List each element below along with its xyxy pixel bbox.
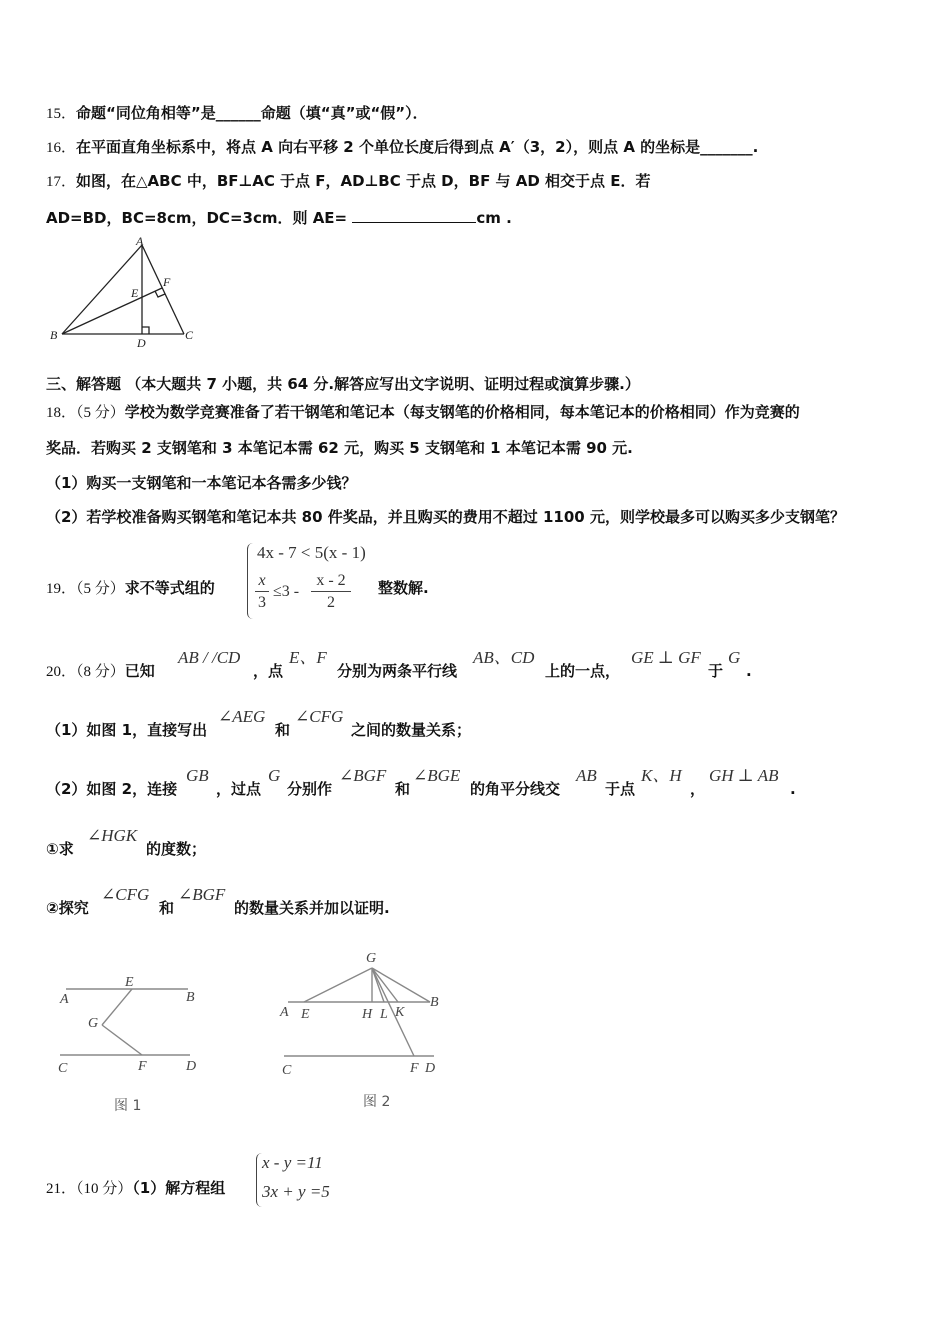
- fig2-label-b: B: [430, 995, 439, 1010]
- question-20-part2-c: 的数量关系并加以证明.: [234, 899, 390, 917]
- question-17-text: 如图，在△ABC 中，BF⊥AC 于点 F，AD⊥BC 于点 D，BF 与 AD 相交于点 E．若: [76, 172, 651, 190]
- question-20-sub2-g: ，: [690, 780, 706, 798]
- math-ab: AB: [576, 766, 597, 785]
- question-17-number: 17．: [46, 174, 77, 190]
- question-20-sub2-d: 和: [395, 780, 411, 798]
- fig1-segment-eg: [102, 989, 132, 1025]
- question-20-sub1-c: 之间的数量关系；: [351, 721, 472, 739]
- question-20-t2: ，点: [253, 662, 284, 680]
- fig2-label-l: L: [380, 1007, 388, 1022]
- question-20-sub2-e: 的角平分线交: [470, 780, 561, 798]
- fig1-label-c: C: [58, 1061, 68, 1076]
- question-20-sub2-h: .: [790, 780, 796, 798]
- question-20-t5: 于: [708, 662, 724, 680]
- question-17-condition: AD=BD，BC=8cm，DC=3cm．则 AE=: [46, 209, 353, 227]
- question-16: [46, 137, 758, 158]
- math-g: G: [728, 648, 741, 667]
- fig1-label-e: E: [125, 975, 134, 990]
- question-20-sub1-b: 和: [275, 721, 291, 739]
- question-17-unit: cm .: [476, 209, 512, 227]
- question-18-line1: [46, 402, 800, 423]
- fraction-1-numerator: x: [258, 572, 266, 589]
- fig17-label-b: B: [50, 328, 58, 342]
- question-18-score: （5 分）: [76, 405, 125, 421]
- fig2-label-g: G: [366, 951, 377, 966]
- fig2-label-c: C: [282, 1063, 292, 1078]
- fig1-caption: 图 1: [114, 1098, 142, 1114]
- fraction-x-over-3: [255, 571, 269, 614]
- math-angle-bgf: ∠BGF: [339, 766, 387, 785]
- math-angle-bgf-2: ∠BGF: [178, 885, 226, 904]
- math-k-h: K、H: [641, 766, 682, 785]
- question-19-number: 19．: [46, 581, 77, 597]
- math-ge-perp-gf: GE ⊥ GF: [631, 648, 701, 667]
- math-point-g: G: [268, 766, 281, 785]
- answer-blank: [352, 208, 476, 223]
- question-21-prefix: [46, 1178, 225, 1199]
- question-18-line2: 奖品．若购买 2 支钢笔和 3 本笔记本需 62 元，购买 5 支钢笔和 1 本笔记本需 90 元.: [46, 439, 633, 457]
- math-ab-cd: AB、CD: [473, 648, 535, 667]
- question-19-text: 求不等式组的: [124, 579, 215, 597]
- fraction-x-minus-2-over-2: [311, 571, 351, 614]
- math-angle-aeg: ∠AEG: [218, 707, 266, 726]
- segment-ac: [142, 245, 184, 334]
- question-16-number: 16．: [46, 140, 77, 156]
- fig2-segment-gf: [372, 968, 414, 1056]
- fig17-label-f: F: [163, 275, 171, 289]
- math-angle-cfg-2: ∠CFG: [101, 885, 150, 904]
- question-18-number: 18．: [46, 405, 77, 421]
- inequality-system-brace: [247, 543, 254, 619]
- question-20-figure-1: [52, 968, 212, 1116]
- math-angle-cfg: ∠CFG: [295, 707, 344, 726]
- question-19-tail: 整数解.: [378, 579, 429, 597]
- fraction-2-denominator: 2: [327, 594, 335, 611]
- fig2-caption: 图 2: [363, 1094, 391, 1110]
- fig17-label-e: E: [131, 286, 139, 300]
- fig2-label-e: E: [301, 1007, 310, 1022]
- equation-2: 3x + y =5: [262, 1182, 330, 1201]
- math-ab-parallel-cd: AB / /CD: [178, 648, 241, 667]
- question-20-score: （8 分）: [76, 664, 125, 680]
- inequality-1: 4x - 7 < 5(x - 1): [257, 543, 366, 562]
- question-20-t1: 已知: [124, 662, 155, 680]
- segment-ab: [62, 245, 142, 334]
- question-15: [46, 103, 428, 124]
- question-20-sub2-a: （2）如图 2，连接: [46, 780, 178, 798]
- question-17-figure: [48, 236, 198, 348]
- question-20-part1-a: ①求: [46, 840, 74, 858]
- fig2-label-a: A: [280, 1005, 289, 1020]
- fig1-label-a: A: [60, 992, 69, 1007]
- question-19-prefix: [46, 578, 215, 599]
- fig2-segment-ge: [304, 968, 372, 1002]
- fig17-label-d: D: [137, 336, 146, 348]
- math-e-f: E、F: [289, 648, 327, 667]
- fig2-label-f: F: [410, 1061, 419, 1076]
- question-20-sub2-c: 分别作: [287, 780, 333, 798]
- question-21-score: （10 分）: [76, 1181, 133, 1197]
- question-21-number: 21．: [46, 1181, 77, 1197]
- fig2-label-h: H: [362, 1007, 373, 1022]
- equation-1: x - y =11: [262, 1153, 323, 1172]
- question-18-text: 学校为数学竞赛准备了若干钢笔和笔记本（每支钢笔的价格相同，每本笔记本的价格相同）作为竞赛的: [124, 403, 800, 421]
- fig1-label-b: B: [186, 990, 195, 1005]
- inequality-2-middle: ≤3 -: [273, 583, 300, 600]
- question-20-t6: .: [746, 662, 752, 680]
- question-20-part2-a: ②探究: [46, 899, 89, 917]
- math-gh-perp-ab: GH ⊥ AB: [709, 766, 779, 785]
- question-20-t3: 分别为两条平行线: [337, 662, 458, 680]
- question-20-part1-b: 的度数；: [146, 840, 207, 858]
- question-20-sub1-a: （1）如图 1，直接写出: [46, 721, 208, 739]
- fraction-1-denominator: 3: [258, 594, 266, 611]
- question-18-sub1: （1）购买一支钢笔和一本笔记本各需多少钱？: [46, 474, 357, 492]
- fig17-label-c: C: [185, 328, 194, 342]
- question-16-text: 在平面直角坐标系中，将点 A 向右平移 2 个单位长度后得到点 A′（3，2），则点 A 的坐标是_______.: [76, 138, 759, 156]
- question-15-number: 15．: [46, 106, 77, 122]
- question-21-text: （1）解方程组: [132, 1179, 226, 1197]
- question-20-sub2-b: ，过点: [216, 780, 262, 798]
- question-18-sub2: （2）若学校准备购买钢笔和笔记本共 80 件奖品，并且购买的费用不超过 1100 元，则学校最多可以购买多少支钢笔？: [46, 508, 845, 526]
- fig1-segment-gf: [102, 1025, 142, 1055]
- math-angle-bge: ∠BGE: [413, 766, 461, 785]
- fig1-label-g: G: [88, 1016, 99, 1031]
- question-20-sub2-f: 于点: [605, 780, 636, 798]
- right-angle-d: [142, 327, 149, 334]
- question-17-line2: [46, 208, 512, 228]
- fig2-label-k: K: [395, 1005, 405, 1020]
- fig1-label-f: F: [138, 1059, 147, 1074]
- math-angle-hgk: ∠HGK: [87, 826, 138, 845]
- question-20-number: 20．: [46, 664, 77, 680]
- question-17-line1: [46, 171, 651, 192]
- question-19-score: （5 分）: [76, 581, 125, 597]
- question-20-part2-b: 和: [159, 899, 175, 917]
- fig2-label-d: D: [425, 1061, 436, 1076]
- fig1-label-d: D: [186, 1059, 197, 1074]
- fraction-2-numerator: x - 2: [316, 572, 346, 589]
- fig17-label-a: A: [136, 236, 144, 248]
- question-15-text: 命题“同位角相等”是______命题（填“真”或“假”）．: [76, 104, 428, 122]
- math-gb: GB: [186, 766, 209, 785]
- question-20-t4: 上的一点，: [545, 662, 621, 680]
- section-3-title: 三、解答题 （本大题共 7 小题，共 64 分.解答应写出文字说明、证明过程或演算步骤.）: [46, 375, 640, 393]
- question-20-number-score: [46, 661, 155, 682]
- question-20-figure-2: [274, 944, 454, 1110]
- fig2-segment-gk: [372, 968, 398, 1002]
